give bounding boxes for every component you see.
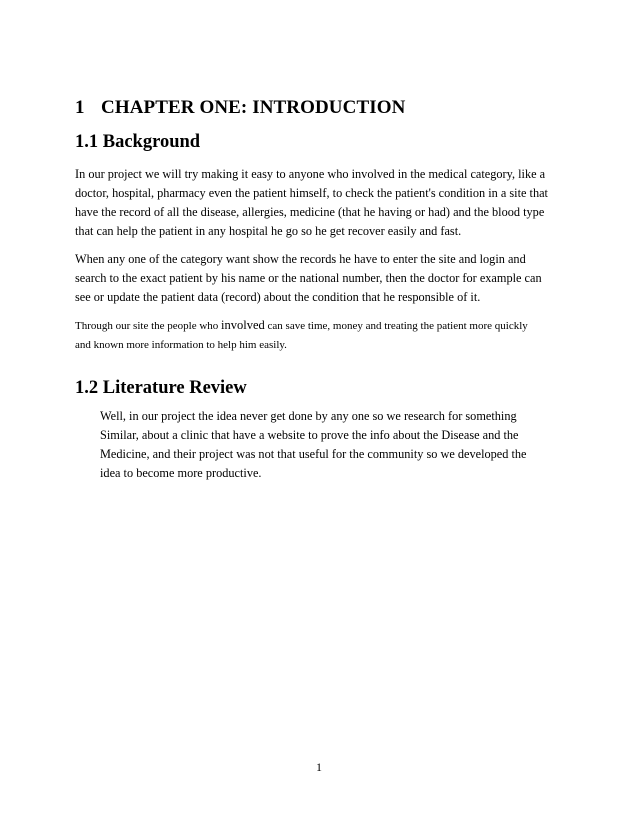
chapter-title — [75, 97, 405, 119]
chapter-title-text: CHAPTER ONE: INTRODUCTION — [101, 97, 406, 118]
text-line: and known more information to help him easily. — [75, 339, 287, 351]
text-line: idea to become more productive. — [100, 466, 262, 480]
text-line: Medicine, and their project was not that useful for the community so we developed the — [100, 447, 527, 461]
literature-review-heading: 1.2 Literature Review — [75, 378, 247, 398]
page-number: 1 — [316, 760, 322, 774]
chapter-number: 1 — [75, 97, 85, 118]
text-fragment: involved — [221, 318, 265, 332]
text-line — [75, 316, 528, 336]
background-paragraph-3 — [75, 316, 528, 355]
text-line: In our project we will try making it easy to anyone who involved in the medical category, like a — [75, 167, 546, 181]
text-line: have the record of all the disease, allergies, medicine (that he having or had) and the blood type — [75, 205, 545, 219]
literature-review-paragraph — [100, 407, 527, 483]
text-fragment: Through our site the people who — [75, 320, 222, 332]
text-line: that can help the patient in any hospital he go so he get recover easily and fast. — [75, 224, 462, 238]
text-line: doctor, hospital, pharmacy even the patient himself, to check the patient's condition in a site that — [75, 186, 548, 200]
background-paragraph-2 — [75, 250, 542, 307]
text-line: see or update the patient data (record) about the condition that he responsible of it. — [75, 290, 481, 304]
text-fragment: can save time, money and treating the patient more quickly — [264, 320, 528, 332]
background-paragraph-1 — [75, 165, 548, 241]
text-line: search to the exact patient by his name or the national number, then the doctor for example can — [75, 271, 542, 285]
text-line: When any one of the category want show the records he have to enter the site and login and — [75, 252, 526, 266]
text-line: Similar, about a clinic that have a website to prove the info about the Disease and the — [100, 428, 519, 442]
background-heading: 1.1 Background — [75, 132, 201, 152]
text-line: Well, in our project the idea never get done by any one so we research for something — [100, 409, 517, 423]
